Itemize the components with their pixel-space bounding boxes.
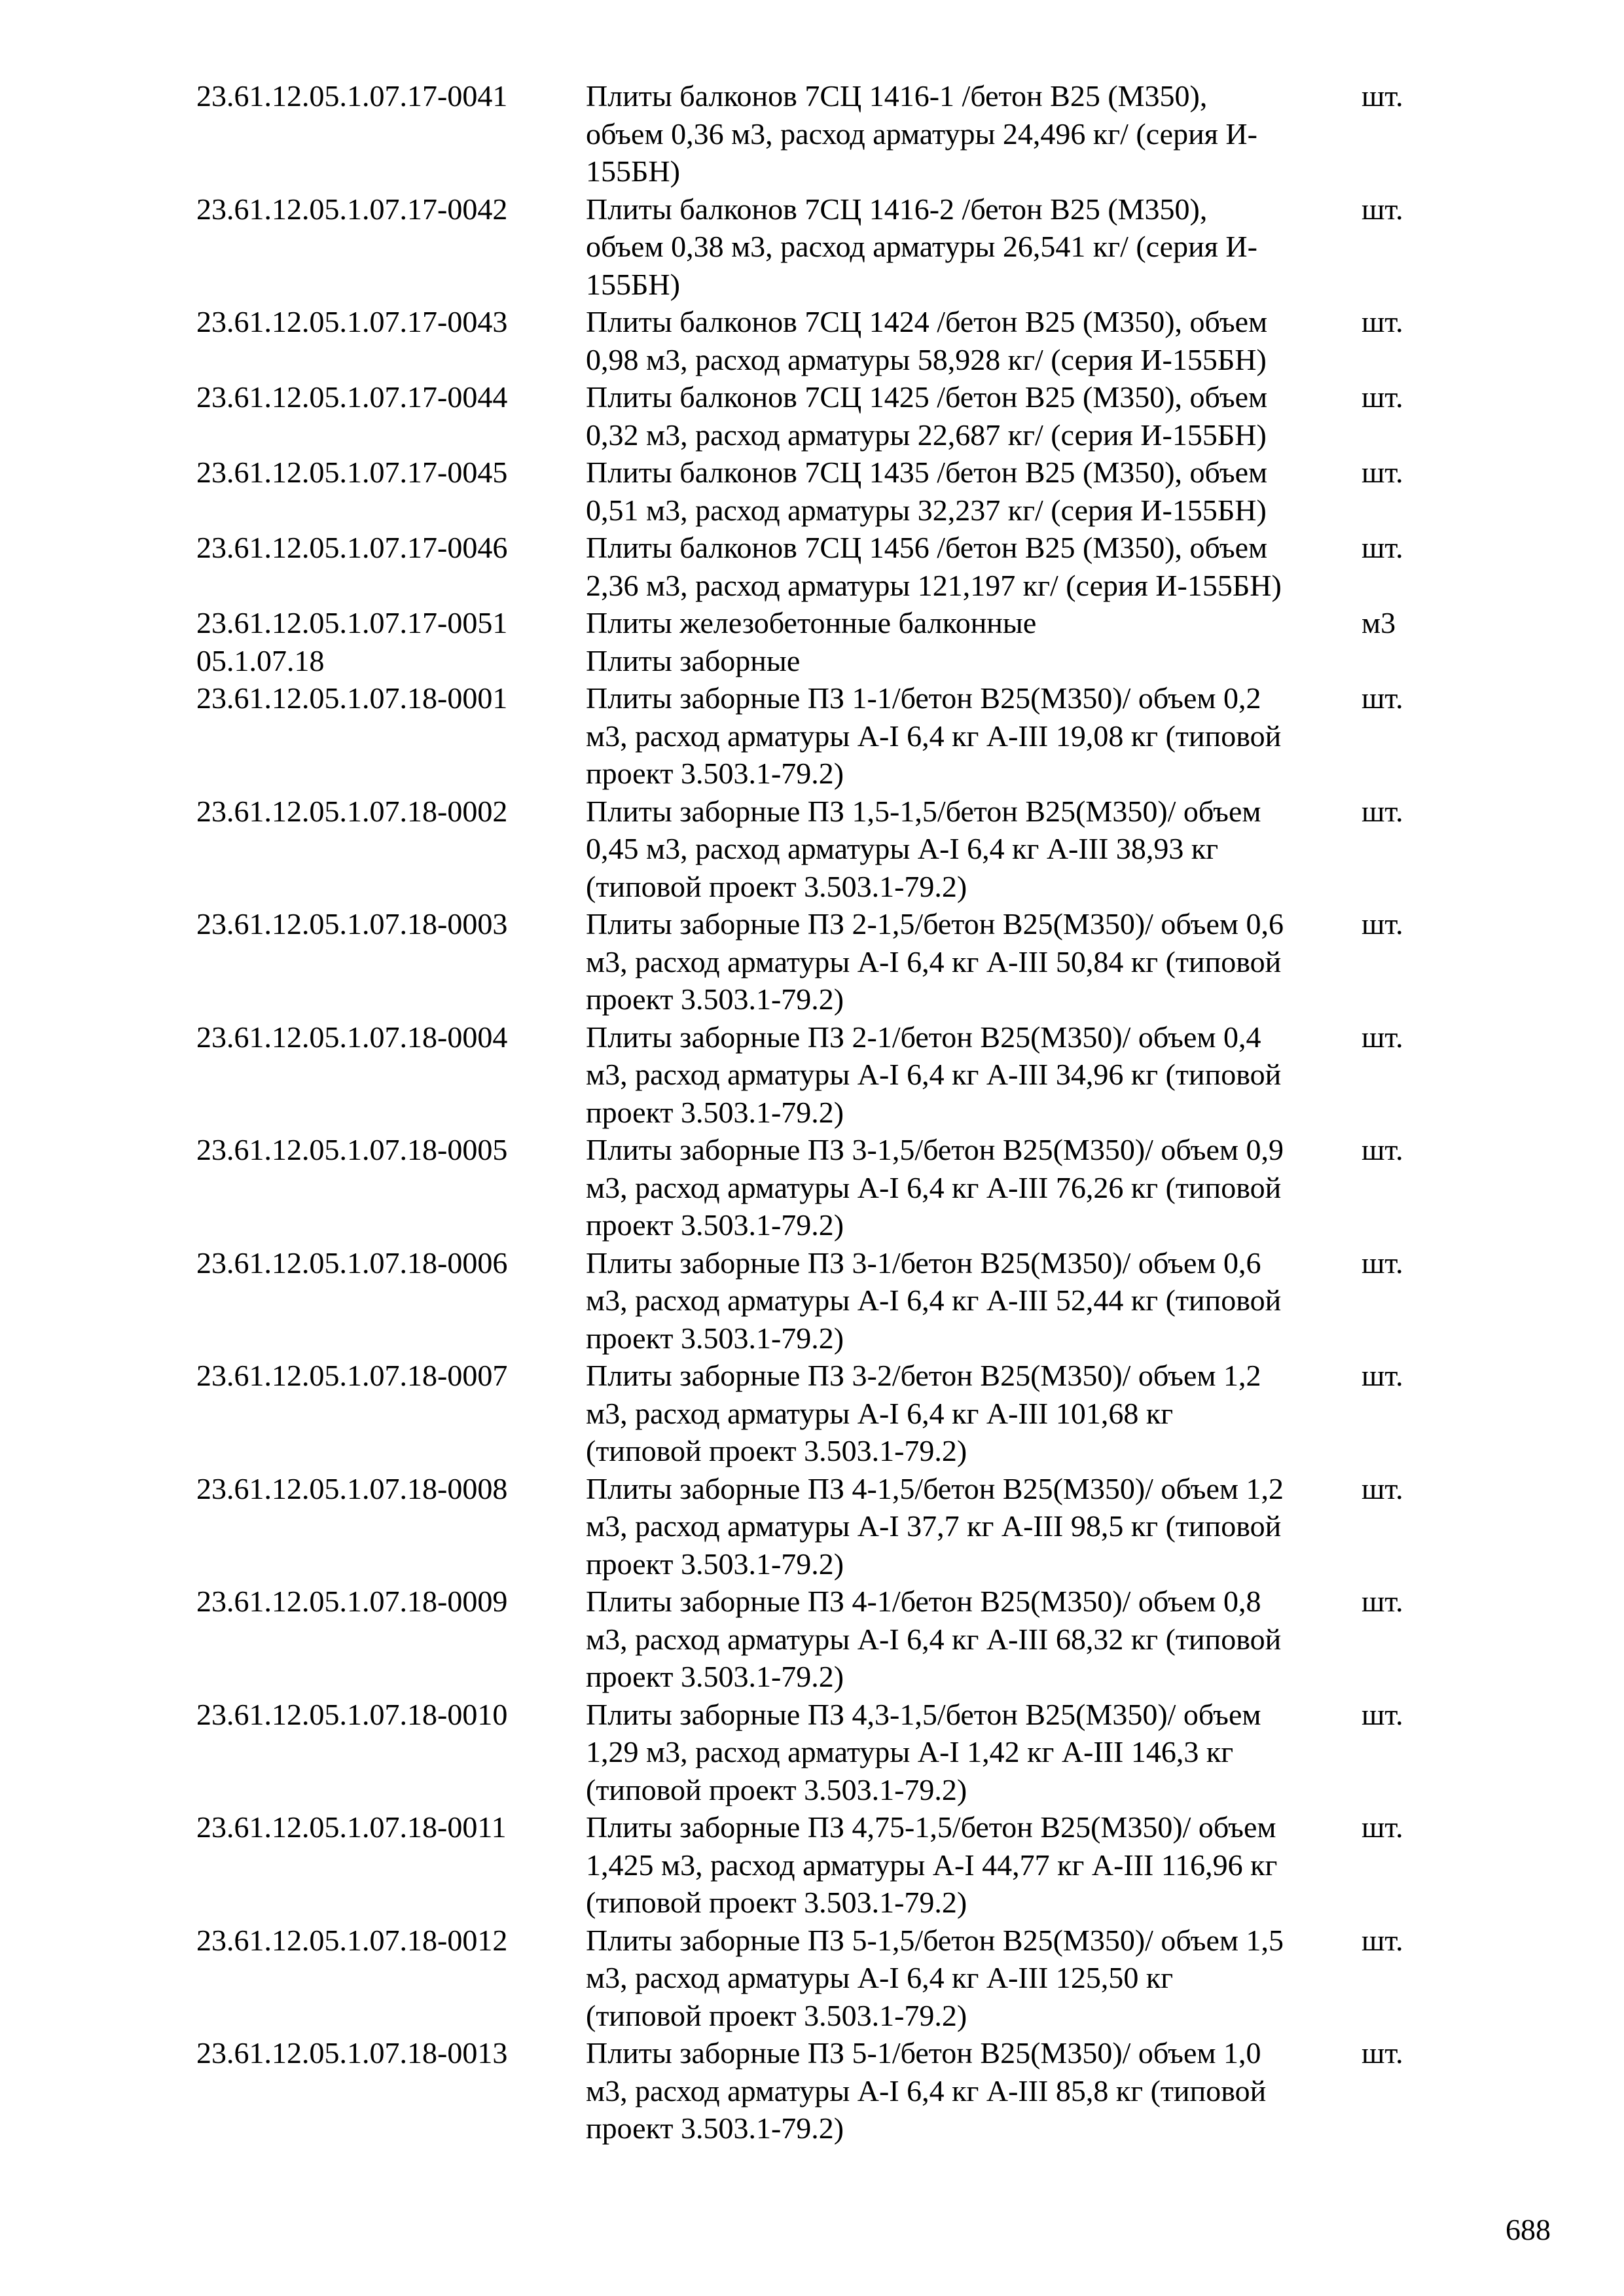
resource-code: 23.61.12.05.1.07.17-0045	[196, 456, 508, 489]
resource-unit: шт.	[1362, 1810, 1403, 1844]
resource-list	[196, 77, 1440, 2147]
resource-name: Плиты заборные ПЗ 5-1,5/бетон В25(М350)/ объем 1,5 м3, расход арматуры А-I 6,4 кг А-III 125,50 кг (типовой проект 3.503.1-79.2)	[586, 1923, 1284, 2032]
resource-code: 23.61.12.05.1.07.17-0051	[196, 606, 508, 639]
resource-name: Плиты балконов 7СЦ 1416-2 /бетон В25 (М350), объем 0,38 м3, расход арматуры 26,541 кг/ (серия И- 155БН)	[586, 192, 1257, 301]
resource-name: Плиты балконов 7СЦ 1425 /бетон В25 (М350), объем 0,32 м3, расход арматуры 22,687 кг/ (серия И-155БН)	[586, 380, 1268, 452]
resource-code: 23.61.12.05.1.07.18-0008	[196, 1471, 508, 1505]
resource-name: Плиты железобетонные балконные	[586, 606, 1037, 639]
resource-code: 23.61.12.05.1.07.18-0007	[196, 1359, 508, 1392]
resource-name: Плиты заборные	[586, 643, 801, 677]
resource-code: 23.61.12.05.1.07.17-0041	[196, 79, 508, 113]
resource-name: Плиты заборные ПЗ 5-1/бетон В25(М350)/ объем 1,0 м3, расход арматуры А-I 6,4 кг А-III 85,8 кг (типовой проект 3.503.1-79.2)	[586, 2036, 1267, 2145]
resource-unit: шт.	[1362, 794, 1403, 828]
resource-code: 23.61.12.05.1.07.18-0012	[196, 1923, 508, 1957]
resource-unit: шт.	[1362, 531, 1403, 564]
resource-code: 23.61.12.05.1.07.17-0042	[196, 192, 508, 226]
resource-name: Плиты заборные ПЗ 4,3-1,5/бетон В25(М350)/ объем 1,29 м3, расход арматуры А-I 1,42 кг А-III 146,3 кг (типовой проект 3.503.1-79.2)	[586, 1697, 1261, 1806]
resource-row	[196, 1696, 1440, 1809]
resource-code: 23.61.12.05.1.07.18-0013	[196, 2036, 508, 2070]
resource-code: 05.1.07.18	[196, 643, 325, 677]
resource-name: Плиты балконов 7СЦ 1456 /бетон В25 (М350), объем 2,36 м3, расход арматуры 121,197 кг/ (серия И-155БН)	[586, 531, 1282, 602]
resource-row	[196, 454, 1440, 529]
resource-code: 23.61.12.05.1.07.18-0010	[196, 1697, 508, 1731]
resource-name: Плиты заборные ПЗ 1-1/бетон В25(М350)/ объем 0,2 м3, расход арматуры А-I 6,4 кг А-III 19,08 кг (типовой проект 3.503.1-79.2)	[586, 681, 1282, 790]
resource-row	[196, 378, 1440, 454]
resource-name: Плиты балконов 7СЦ 1435 /бетон В25 (М350), объем 0,51 м3, расход арматуры 32,237 кг/ (серия И-155БН)	[586, 456, 1268, 527]
resource-row	[196, 529, 1440, 604]
resource-row	[196, 604, 1440, 642]
resource-name: Плиты заборные ПЗ 3-2/бетон В25(М350)/ объем 1,2 м3, расход арматуры А-I 6,4 кг А-III 101,68 кг (типовой проект 3.503.1-79.2)	[586, 1359, 1261, 1467]
resource-code: 23.61.12.05.1.07.18-0002	[196, 794, 508, 828]
resource-row	[196, 642, 1440, 680]
resource-row	[196, 679, 1440, 793]
resource-code: 23.61.12.05.1.07.18-0009	[196, 1585, 508, 1618]
resource-name: Плиты заборные ПЗ 2-1,5/бетон В25(М350)/ объем 0,6 м3, расход арматуры А-I 6,4 кг А-III 50,84 кг (типовой проект 3.503.1-79.2)	[586, 907, 1284, 1016]
resource-name: Плиты заборные ПЗ 3-1,5/бетон В25(М350)/ объем 0,9 м3, расход арматуры А-I 6,4 кг А-III 76,26 кг (типовой проект 3.503.1-79.2)	[586, 1133, 1284, 1242]
resource-unit: шт.	[1362, 907, 1403, 941]
resource-unit: шт.	[1362, 456, 1403, 489]
resource-code: 23.61.12.05.1.07.17-0046	[196, 531, 508, 564]
resource-code: 23.61.12.05.1.07.18-0001	[196, 681, 508, 715]
resource-row	[196, 2034, 1440, 2147]
resource-unit: шт.	[1362, 1133, 1403, 1166]
resource-unit: шт.	[1362, 380, 1403, 414]
resource-row	[196, 1470, 1440, 1583]
resource-row	[196, 1357, 1440, 1470]
resource-name: Плиты заборные ПЗ 4-1/бетон В25(М350)/ объем 0,8 м3, расход арматуры А-I 6,4 кг А-III 68,32 кг (типовой проект 3.503.1-79.2)	[586, 1585, 1282, 1693]
resource-row	[196, 1244, 1440, 1357]
resource-name: Плиты заборные ПЗ 4-1,5/бетон В25(М350)/ объем 1,2 м3, расход арматуры А-I 37,7 кг А-III 98,5 кг (типовой проект 3.503.1-79.2)	[586, 1471, 1284, 1581]
resource-code: 23.61.12.05.1.07.18-0011	[196, 1810, 507, 1844]
resource-row	[196, 1131, 1440, 1244]
resource-name: Плиты заборные ПЗ 4,75-1,5/бетон В25(М350)/ объем 1,425 м3, расход арматуры А-I 44,77 кг А-III 116,96 кг (типовой проект 3.503.1-79.2)	[586, 1810, 1278, 1919]
page-number: 688	[1506, 2213, 1551, 2246]
resource-name: Плиты заборные ПЗ 2-1/бетон В25(М350)/ объем 0,4 м3, расход арматуры А-I 6,4 кг А-III 34,96 кг (типовой проект 3.503.1-79.2)	[586, 1020, 1282, 1129]
resource-row	[196, 1583, 1440, 1696]
resource-row	[196, 793, 1440, 906]
resource-name: Плиты балконов 7СЦ 1424 /бетон В25 (М350), объем 0,98 м3, расход арматуры 58,928 кг/ (серия И-155БН)	[586, 305, 1268, 376]
resource-row	[196, 1018, 1440, 1132]
resource-unit: м3	[1362, 606, 1396, 639]
resource-unit: шт.	[1362, 192, 1403, 226]
resource-unit: шт.	[1362, 681, 1403, 715]
resource-unit: шт.	[1362, 1923, 1403, 1957]
resource-name: Плиты заборные ПЗ 3-1/бетон В25(М350)/ объем 0,6 м3, расход арматуры А-I 6,4 кг А-III 52,44 кг (типовой проект 3.503.1-79.2)	[586, 1246, 1282, 1355]
resource-row	[196, 190, 1440, 304]
resource-code: 23.61.12.05.1.07.18-0006	[196, 1246, 508, 1280]
resource-code: 23.61.12.05.1.07.17-0044	[196, 380, 508, 414]
resource-unit: шт.	[1362, 1585, 1403, 1618]
resource-code: 23.61.12.05.1.07.18-0004	[196, 1020, 508, 1054]
resource-code: 23.61.12.05.1.07.17-0043	[196, 305, 508, 338]
resource-unit: шт.	[1362, 2036, 1403, 2070]
resource-unit: шт.	[1362, 1359, 1403, 1392]
resource-unit: шт.	[1362, 1471, 1403, 1505]
resource-row	[196, 1808, 1440, 1922]
resource-code: 23.61.12.05.1.07.18-0003	[196, 907, 508, 941]
resource-unit: шт.	[1362, 79, 1403, 113]
resource-code: 23.61.12.05.1.07.18-0005	[196, 1133, 508, 1166]
resource-row	[196, 905, 1440, 1018]
resource-unit: шт.	[1362, 1020, 1403, 1054]
resource-name: Плиты балконов 7СЦ 1416-1 /бетон В25 (М350), объем 0,36 м3, расход арматуры 24,496 кг/ (серия И- 155БН)	[586, 79, 1257, 188]
resource-row	[196, 1922, 1440, 2035]
resource-name: Плиты заборные ПЗ 1,5-1,5/бетон В25(М350)/ объем 0,45 м3, расход арматуры А-I 6,4 кг А-III 38,93 кг (типовой проект 3.503.1-79.2)	[586, 794, 1261, 903]
resource-unit: шт.	[1362, 1697, 1403, 1731]
resource-unit: шт.	[1362, 305, 1403, 338]
resource-row	[196, 303, 1440, 378]
resource-row	[196, 77, 1440, 190]
resource-unit: шт.	[1362, 1246, 1403, 1280]
